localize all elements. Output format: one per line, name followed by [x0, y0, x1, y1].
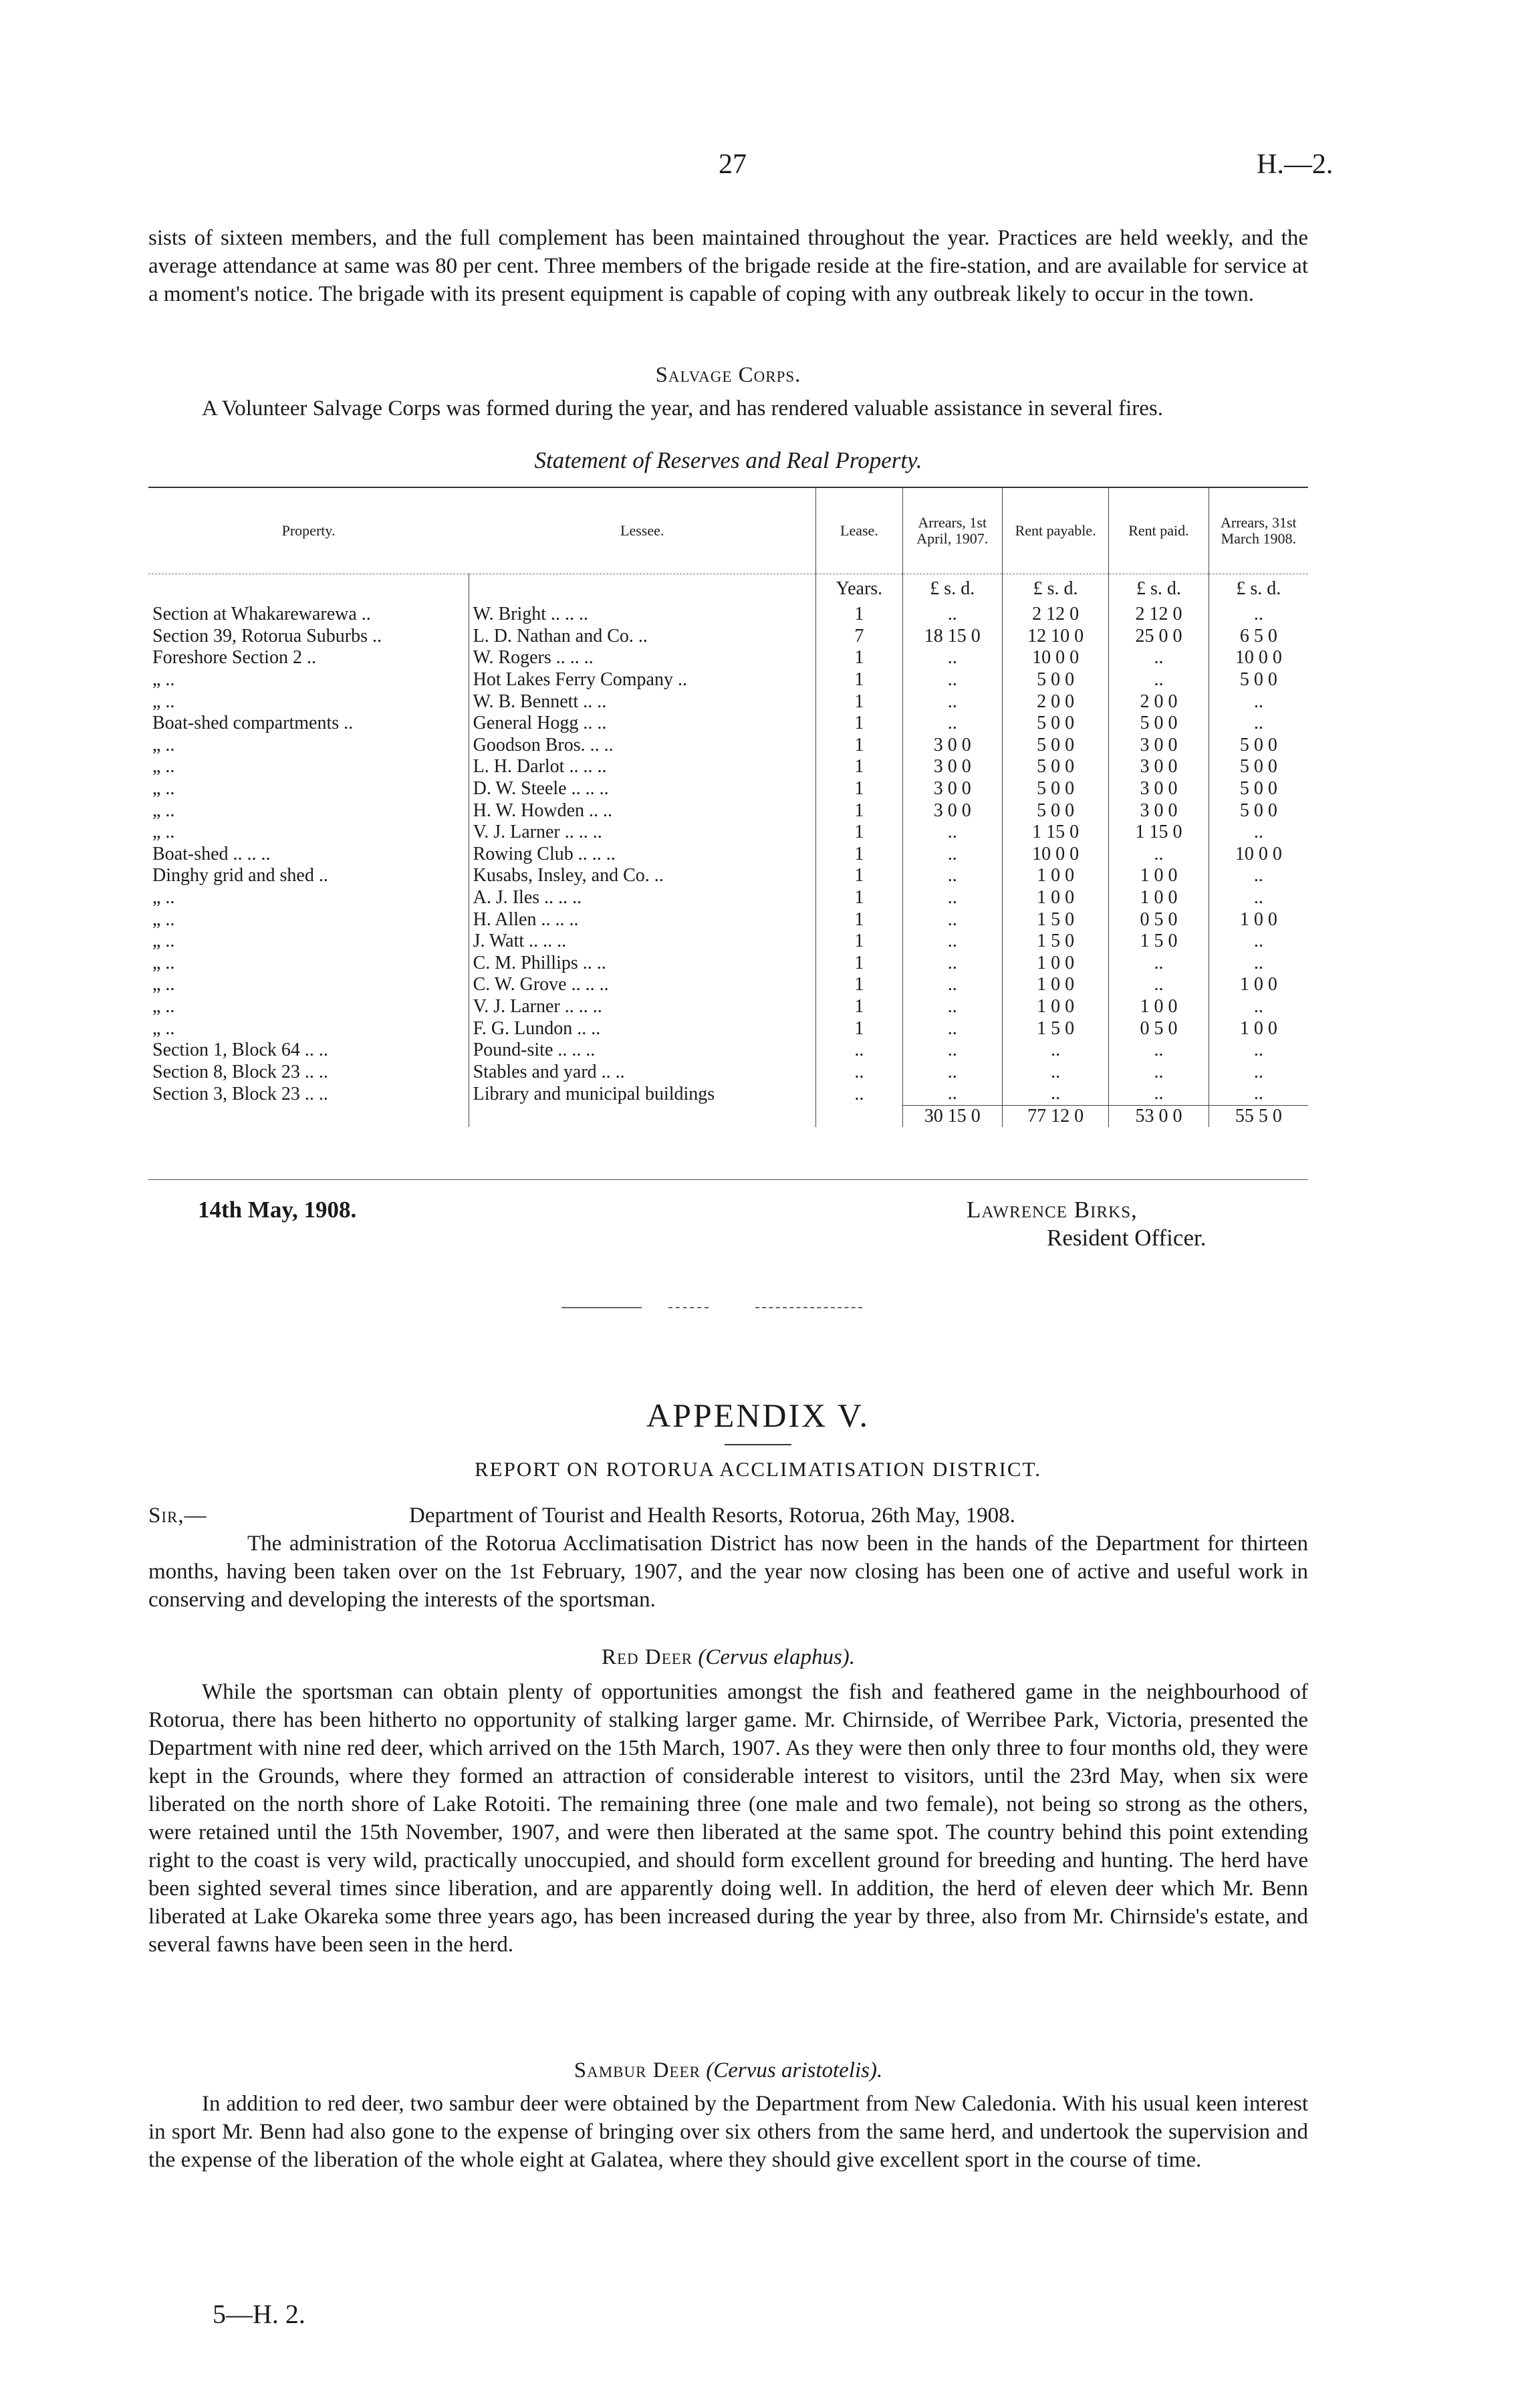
units-cell	[148, 574, 469, 604]
table-cell: ..	[1209, 822, 1308, 844]
sambur-deer-heading: Sambur Deer (Cervus aristotelis).	[574, 2058, 883, 2082]
table-header-row	[148, 487, 1308, 574]
table-cell: ..	[1209, 691, 1308, 713]
table-cell: „ ..	[152, 1017, 175, 1039]
table-cell: 1 15 0	[1109, 822, 1209, 844]
table-cell: ..	[1109, 1083, 1209, 1105]
table-cell: Section 1, Block 64 .. ..	[152, 1040, 328, 1061]
table-cell: ..	[816, 1061, 902, 1083]
table-cell: ..	[1002, 1040, 1108, 1062]
table-cell: A. J. Iles .. .. ..	[469, 887, 816, 909]
table-cell: ..	[1109, 647, 1209, 669]
table-cell: 1	[816, 713, 902, 735]
table-row	[148, 844, 1308, 866]
table-cell: ..	[1209, 996, 1308, 1018]
table-cell: ..	[1109, 953, 1209, 975]
salutation: Sir,—	[148, 1503, 207, 1528]
table-cell: 5 0 0	[1002, 735, 1108, 757]
table-cell: 1 0 0	[1209, 974, 1308, 996]
col-header-lease: Lease.	[816, 487, 902, 574]
table-cell: ..	[1209, 713, 1308, 735]
table-cell: L. D. Nathan and Co. ..	[469, 626, 816, 648]
section-divider-mid	[668, 1307, 709, 1308]
table-cell: Section at Whakarewarewa ..	[152, 604, 371, 625]
table-cell: 5 0 0	[1002, 669, 1108, 691]
section-divider-left	[561, 1307, 642, 1308]
table-cell: 1 5 0	[1002, 1017, 1108, 1040]
table-row	[148, 1017, 1308, 1040]
table-cell: 1	[816, 756, 902, 778]
address-line: Department of Tourist and Health Resorts, Rotorua, 26th May, 1908.	[409, 1503, 1015, 1528]
table-cell: 1	[816, 953, 902, 975]
table-cell: ..	[1209, 865, 1308, 887]
appendix-title: APPENDIX V.	[646, 1397, 870, 1434]
table-cell: 1 0 0	[1002, 887, 1108, 909]
table-cell: ..	[902, 647, 1002, 669]
table-cell: „ ..	[152, 778, 175, 800]
table-cell: 1	[816, 931, 902, 953]
table-row	[148, 974, 1308, 996]
table-row	[148, 887, 1308, 909]
table-cell: Pound-site .. .. ..	[469, 1040, 816, 1062]
table-cell: 1 5 0	[1002, 931, 1108, 953]
table-row	[148, 735, 1308, 757]
table-cell: „ ..	[152, 822, 175, 843]
table-cell: 3 0 0	[1109, 735, 1209, 757]
table-cell: „ ..	[152, 669, 175, 691]
table-cell: Dinghy grid and shed ..	[152, 865, 328, 886]
table-cell: 0 5 0	[1109, 1017, 1209, 1040]
table-cell: 1	[816, 844, 902, 866]
table-cell: 5 0 0	[1209, 800, 1308, 822]
table-cell: „ ..	[152, 800, 175, 821]
table-cell: 2 12 0	[1109, 604, 1209, 626]
table-cell: ..	[1109, 844, 1209, 866]
table-cell: 18 15 0	[902, 626, 1002, 648]
total-cell: 30 15 0	[902, 1105, 1002, 1127]
red-deer-paragraph: While the sportsman can obtain plenty of opportunities amongst the fish and feathered game in the neighbourhood of Rotorua, there has been hitherto no opportunity of stalking larger game. Mr. Chirnside, of Werribee Park, Victoria, presented the Department with nine red deer, which arrived on the 15th March, 1907. As they were then only three to four months old, they were kept in the Grounds, where they formed an attraction of considerable interest to visitors, until the 23rd May, when six were liberated on the north shore of Lake Rotoiti. The remaining three (one male and two female), not being so strong as the others, were retained until the 15th November, 1907, and were then liberated at the same spot. The country behind this point extending right to the coast is very wild, practically unoccupied, and should form excellent ground for breeding and hunting. The herd have been sighted several times since liberation, and are apparently doing well. In addition, the herd of eleven deer which Mr. Benn liberated at Lake Okareka some three years ago, has been increased during the year by three, also from Mr. Chirnside's estate, and several fawns have been seen in the herd.	[148, 1680, 1308, 1957]
table-cell: 0 5 0	[1109, 909, 1209, 931]
table-cell: W. Rogers .. .. ..	[469, 647, 816, 669]
table-row	[148, 1083, 1308, 1105]
total-cell	[469, 1105, 816, 1127]
table-cell: ..	[902, 1083, 1002, 1105]
signature-date: 14th May, 1908.	[198, 1197, 357, 1223]
table-cell: 2 0 0	[1002, 691, 1108, 713]
table-cell: „ ..	[152, 691, 175, 712]
table-cell: 1 0 0	[1002, 974, 1108, 996]
table-row	[148, 713, 1308, 735]
statement-title: Statement of Reserves and Real Property.	[534, 447, 922, 473]
table-cell: 5 0 0	[1209, 735, 1308, 757]
table-cell: 3 0 0	[902, 800, 1002, 822]
table-cell: „ ..	[152, 887, 175, 909]
table-cell: V. J. Larner .. .. ..	[469, 996, 816, 1018]
table-cell: 10 0 0	[1002, 844, 1108, 866]
col-header-property: Property.	[281, 522, 336, 539]
table-cell: 1 0 0	[1209, 1017, 1308, 1040]
table-cell: 1	[816, 735, 902, 757]
table-row	[148, 822, 1308, 844]
total-cell: 53 0 0	[1109, 1105, 1209, 1127]
table-cell: 7	[816, 626, 902, 648]
table-cell: V. J. Larner .. .. ..	[469, 822, 816, 844]
units-cell	[469, 574, 816, 604]
table-cell: 1 0 0	[1002, 996, 1108, 1018]
table-cell: ..	[902, 691, 1002, 713]
table-cell: 3 0 0	[902, 756, 1002, 778]
signature-name: Lawrence Birks,	[967, 1197, 1138, 1223]
table-cell: ..	[902, 865, 1002, 887]
table-cell: ..	[1109, 1040, 1209, 1062]
table-cell: Hot Lakes Ferry Company ..	[469, 669, 816, 691]
property-table	[148, 487, 1308, 1127]
table-cell: ..	[1209, 887, 1308, 909]
appendix-paragraph-1: The administration of the Rotorua Acclimatisation District has now been in the hands of the Department for thirteen months, having been taken over on the 1st February, 1907, and the year now closing has been one of active and useful work in conserving and developing the interests of the sportsman.	[148, 1532, 1308, 1612]
table-cell: 1	[816, 887, 902, 909]
table-cell: ..	[1209, 953, 1308, 975]
table-cell: 1 5 0	[1002, 909, 1108, 931]
red-deer-heading: Red Deer (Cervus elaphus).	[601, 1645, 856, 1669]
table-bottom-rule	[148, 1179, 1308, 1180]
table-cell: F. G. Lundon .. ..	[469, 1017, 816, 1040]
table-cell: Stables and yard .. ..	[469, 1061, 816, 1083]
table-cell: C. M. Phillips .. ..	[469, 953, 816, 975]
table-cell: „ ..	[152, 931, 175, 952]
table-cell: ..	[902, 931, 1002, 953]
table-cell: C. W. Grove .. .. ..	[469, 974, 816, 996]
table-cell: ..	[902, 996, 1002, 1018]
page-number: 27	[719, 149, 747, 180]
table-row	[148, 778, 1308, 800]
table-row	[148, 931, 1308, 953]
table-cell: 3 0 0	[902, 735, 1002, 757]
table-cell: „ ..	[152, 995, 175, 1017]
table-cell: 1 0 0	[1109, 887, 1209, 909]
table-cell: ..	[1209, 931, 1308, 953]
table-cell: ..	[816, 1083, 902, 1105]
units-cell: £ s. d.	[1002, 574, 1108, 604]
table-cell: 5 0 0	[1002, 756, 1108, 778]
table-row	[148, 1040, 1308, 1062]
table-cell: ..	[1002, 1061, 1108, 1083]
table-cell: ..	[902, 713, 1002, 735]
col-header-lessee: Lessee.	[620, 522, 664, 539]
table-row	[148, 800, 1308, 822]
table-cell: 5 0 0	[1002, 800, 1108, 822]
section-divider-right	[755, 1307, 862, 1308]
table-cell: 1 15 0	[1002, 822, 1108, 844]
col-header-arrears-1907: Arrears, 1st April, 1907.	[902, 487, 1002, 574]
table-cell: 25 0 0	[1109, 626, 1209, 648]
table-cell: Library and municipal buildings	[469, 1083, 816, 1105]
table-cell: Boat-shed compartments ..	[152, 713, 354, 734]
table-cell: 1 0 0	[1109, 865, 1209, 887]
table-cell: 5 0 0	[1209, 778, 1308, 800]
property-table-container	[148, 487, 1308, 1127]
table-cell: ..	[1209, 1061, 1308, 1083]
table-cell: H. Allen .. .. ..	[469, 909, 816, 931]
footer-reference: 5—H. 2.	[213, 2299, 305, 2329]
table-cell: ..	[1209, 1083, 1308, 1105]
table-cell: 5 0 0	[1109, 713, 1209, 735]
table-cell: ..	[1109, 974, 1209, 996]
table-cell: ..	[1109, 1061, 1209, 1083]
table-cell: 3 0 0	[1109, 778, 1209, 800]
table-cell: 1	[816, 691, 902, 713]
col-header-arrears-1908: Arrears, 31st March 1908.	[1209, 487, 1308, 574]
document-reference: H.—2.	[1257, 149, 1334, 180]
total-cell: 55 5 0	[1209, 1105, 1308, 1127]
table-cell: 3 0 0	[902, 778, 1002, 800]
table-cell: J. Watt .. .. ..	[469, 931, 816, 953]
col-header-rent-paid: Rent paid.	[1109, 487, 1209, 574]
table-row	[148, 953, 1308, 975]
table-cell: Section 8, Block 23 .. ..	[152, 1061, 328, 1082]
table-cell: Section 3, Block 23 .. ..	[152, 1083, 328, 1104]
table-cell: ..	[902, 844, 1002, 866]
table-cell: 12 10 0	[1002, 626, 1108, 648]
table-cell: ..	[902, 909, 1002, 931]
table-cell: Kusabs, Insley, and Co. ..	[469, 865, 816, 887]
table-cell: ..	[902, 1040, 1002, 1062]
table-row	[148, 996, 1308, 1018]
table-cell: 5 0 0	[1209, 669, 1308, 691]
table-cell: 5 0 0	[1002, 713, 1108, 735]
table-cell: „ ..	[152, 734, 175, 755]
table-row	[148, 647, 1308, 669]
table-cell: 10 0 0	[1002, 647, 1108, 669]
salvage-paragraph: A Volunteer Salvage Corps was formed during the year, and has rendered valuable assistance in several fires.	[202, 396, 1163, 420]
table-cell: W. B. Bennett .. ..	[469, 691, 816, 713]
table-cell: Boat-shed .. .. ..	[152, 843, 271, 864]
table-cell: „ ..	[152, 974, 175, 995]
table-cell: „ ..	[152, 909, 175, 930]
table-cell: 1	[816, 778, 902, 800]
table-cell: 1	[816, 669, 902, 691]
table-cell: 1	[816, 909, 902, 931]
table-cell: 1 5 0	[1109, 931, 1209, 953]
table-cell: ..	[902, 669, 1002, 691]
table-cell: 3 0 0	[1109, 800, 1209, 822]
letter-address-line	[148, 1501, 1308, 1530]
salvage-heading: Salvage Corps.	[655, 363, 801, 387]
table-cell: „ ..	[152, 952, 175, 973]
units-cell: Years.	[816, 574, 902, 604]
table-cell: 3 0 0	[1109, 756, 1209, 778]
table-row	[148, 1061, 1308, 1083]
units-cell: £ s. d.	[902, 574, 1002, 604]
table-row	[148, 691, 1308, 713]
table-cell: H. W. Howden .. ..	[469, 800, 816, 822]
sambur-deer-paragraph: In addition to red deer, two sambur deer were obtained by the Department from New Caledonia. With his usual keen interest in sport Mr. Benn had also gone to the expense of bringing over six others from the same herd, and undertook the supervision and the expense of the liberation of the whole eight at Galatea, where they should give excellent sport in the course of time.	[148, 2092, 1308, 2172]
table-cell: 2 12 0	[1002, 604, 1108, 626]
table-cell: 1	[816, 865, 902, 887]
table-cell: 1	[816, 822, 902, 844]
total-cell	[148, 1105, 469, 1127]
table-cell: 1 0 0	[1209, 909, 1308, 931]
table-cell: ..	[902, 887, 1002, 909]
table-cell: 1 0 0	[1002, 953, 1108, 975]
table-cell: ..	[902, 953, 1002, 975]
table-row	[148, 865, 1308, 887]
table-cell: 10 0 0	[1209, 647, 1308, 669]
table-cell: 10 0 0	[1209, 844, 1308, 866]
units-cell: £ s. d.	[1209, 574, 1308, 604]
table-cell: ..	[902, 604, 1002, 626]
table-cell: ..	[902, 1017, 1002, 1040]
table-totals-row	[148, 1105, 1308, 1127]
table-cell: ..	[1109, 669, 1209, 691]
table-cell: D. W. Steele .. .. ..	[469, 778, 816, 800]
table-cell: ..	[1002, 1083, 1108, 1105]
table-row	[148, 604, 1308, 626]
table-cell: ..	[1209, 604, 1308, 626]
signature-title: Resident Officer.	[1047, 1225, 1207, 1251]
table-cell: ..	[816, 1040, 902, 1062]
table-cell: Rowing Club .. .. ..	[469, 844, 816, 866]
table-cell: 1	[816, 974, 902, 996]
table-cell: 2 0 0	[1109, 691, 1209, 713]
table-cell: ..	[902, 1061, 1002, 1083]
table-cell: 1	[816, 800, 902, 822]
table-cell: 6 5 0	[1209, 626, 1308, 648]
table-cell: 1	[816, 604, 902, 626]
total-cell	[816, 1105, 902, 1127]
table-cell: 1 0 0	[1109, 996, 1209, 1018]
col-header-rent-payable: Rent payable.	[1002, 487, 1108, 574]
table-cell: 5 0 0	[1002, 778, 1108, 800]
intro-paragraph: sists of sixteen members, and the full complement has been maintained throughout the year. Practices are held weekly, and the average attendance at same was 80 per cent. Three members of the brigade reside at the fire-station, and are available for service at a moment's notice. The brigade with its present equipment is capable of coping with any outbreak likely to occur in the town.	[148, 226, 1308, 306]
table-row	[148, 756, 1308, 778]
table-cell: ..	[902, 974, 1002, 996]
table-row	[148, 669, 1308, 691]
table-cell: W. Bright .. .. ..	[469, 604, 816, 626]
table-cell: 1	[816, 1017, 902, 1040]
table-cell: 1	[816, 996, 902, 1018]
table-cell: Goodson Bros. .. ..	[469, 735, 816, 757]
table-cell: 1	[816, 647, 902, 669]
table-row	[148, 626, 1308, 648]
table-units-row	[148, 574, 1308, 604]
report-title: REPORT ON ROTORUA ACCLIMATISATION DISTRICT.	[474, 1457, 1041, 1481]
table-cell: L. H. Darlot .. .. ..	[469, 756, 816, 778]
table-body	[148, 574, 1308, 1128]
table-cell: 5 0 0	[1209, 756, 1308, 778]
table-cell: Foreshore Section 2 ..	[152, 647, 316, 669]
appendix-title-rule	[725, 1444, 791, 1445]
total-cell: 77 12 0	[1002, 1105, 1108, 1127]
table-cell: „ ..	[152, 756, 175, 777]
table-cell: 1 0 0	[1002, 865, 1108, 887]
table-cell: Section 39, Rotorua Suburbs ..	[152, 625, 382, 646]
table-row	[148, 909, 1308, 931]
table-cell: ..	[902, 822, 1002, 844]
units-cell: £ s. d.	[1109, 574, 1209, 604]
table-cell: General Hogg .. ..	[469, 713, 816, 735]
table-cell: ..	[1209, 1040, 1308, 1062]
